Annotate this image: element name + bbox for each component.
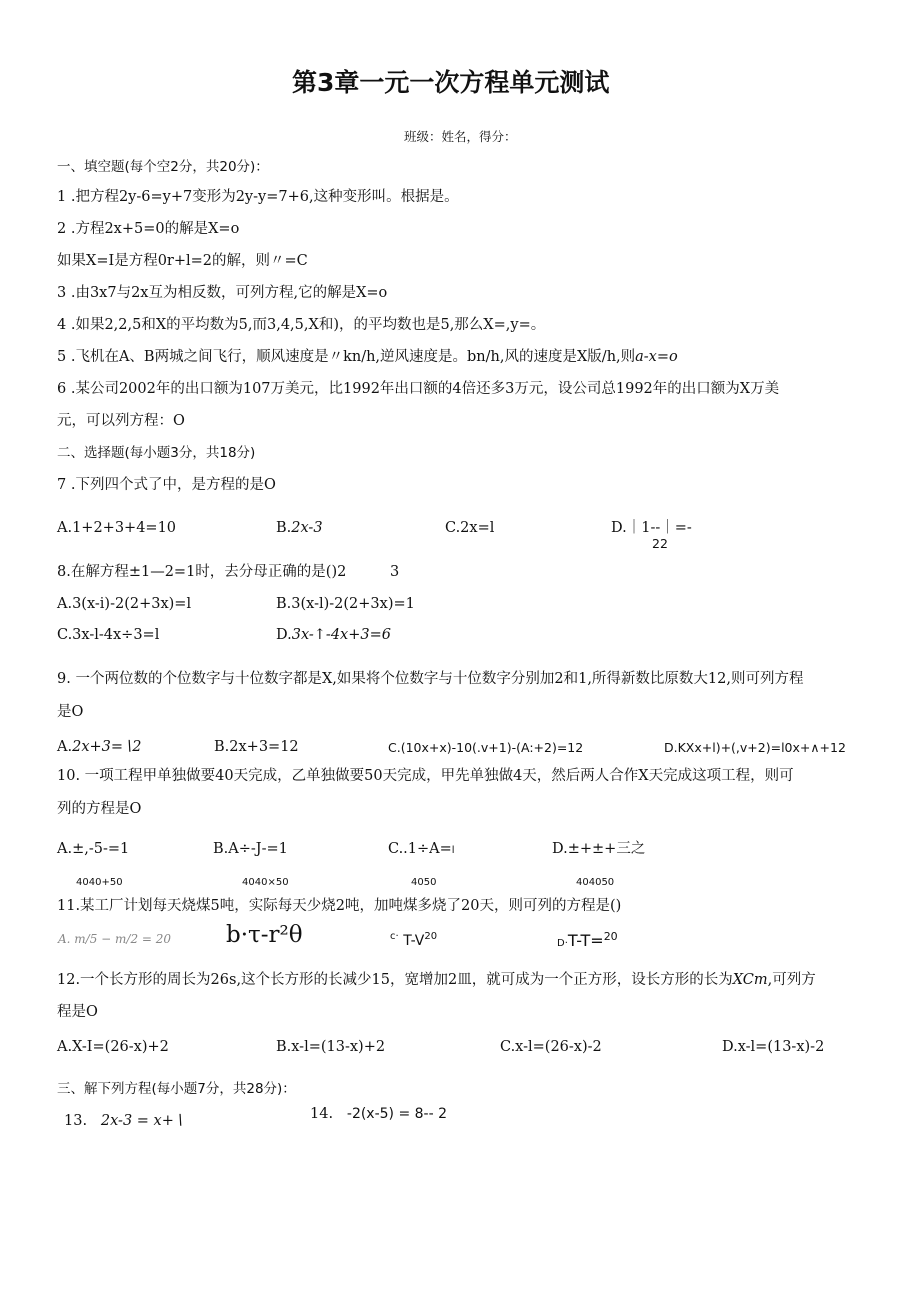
q9-option-a-label: A. [57, 739, 73, 755]
question-10-line-2: 列的方程是O [57, 801, 142, 817]
q12-option-b: B.x-l=(13-x)+2 [276, 1039, 386, 1055]
q11-option-d [557, 928, 618, 953]
q10-option-c-sub: l [451, 845, 455, 856]
q12-option-c: C.x-l=(26-x)-2 [500, 1039, 602, 1055]
question-12-var: XCm [732, 972, 768, 988]
question-14-number: 14. [310, 1106, 334, 1122]
question-14-expr: -2(x-5) = 8-- 2 [346, 1106, 448, 1122]
q11-option-c-label: c· [390, 931, 399, 942]
question-3: 3 .由3x7与2x互为相反数，可列方程,它的解是X=o [57, 285, 388, 301]
q11-option-d-expr: T-T= [567, 930, 604, 950]
q11-option-a: A. m/5 − m/2 = 20 [58, 932, 172, 946]
question-13 [64, 1112, 183, 1130]
q11-option-b-label: b [226, 922, 241, 948]
q8-option-d-label: D. [276, 627, 292, 643]
question-12-text: 12.一个长方形的周长为26s,这个长方形的长减少15，宽增加2皿，就可成为一个正方形，设长方形的长为 [57, 972, 733, 988]
question-11: 11.某工厂计划每天烧煤5吨，实际每天少烧2吨，加吨煤多烧了20天，则可列的方程是() [57, 898, 622, 914]
question-13-expr: 2x-3 = x+∖ [100, 1113, 184, 1129]
q11-option-c-sup: 20 [424, 931, 438, 942]
question-5-text: 5 .飞机在A、B两城之间飞行，顺风速度是〃kn/h,逆风速度是。bn/h,风的速度是X版/h,则 [57, 349, 636, 365]
q10-option-d-sub: 404050 [576, 877, 615, 888]
q10-option-a-sub: 4040+50 [76, 877, 123, 888]
q9-option-a-expr: 2x+3=∖2 [72, 739, 142, 755]
page-title: 第3章一元一次方程单元测试 [292, 68, 610, 97]
section-fill-in-blank: 一、填空题(每个空2分，共20分)： [57, 159, 269, 175]
q7-option-b [276, 519, 323, 537]
question-9-line-2: 是O [57, 704, 84, 720]
section-solve-equations: 三、解下列方程(每小题7分，共28分)： [57, 1081, 296, 1097]
student-info: 班级：姓名，得分： [404, 129, 517, 144]
q11-option-b-expr: ·τ-r²θ [240, 922, 303, 948]
question-5 [57, 348, 678, 366]
question-12-line-2: 程是O [57, 1004, 98, 1020]
q10-option-c-sub: 4050 [411, 877, 437, 888]
question-13-number: 13. [64, 1113, 88, 1129]
q10-option-b: B.A÷-J-=1 [213, 841, 288, 857]
question-1: 1 .把方程2y-6=y+7变形为2y-y=7+6,这种变形叫。根据是。 [57, 189, 459, 205]
q10-option-d: D.±+±+三之 [552, 841, 646, 857]
question-4: 4 .如果2,2,5和X的平均数为5,而3,4,5,X和)，的平均数也是5,那么X=,y=。 [57, 317, 546, 333]
q7-option-a: A.1+2+3+4=10 [57, 520, 177, 536]
q8-option-d [276, 626, 391, 644]
q7-option-d: D.｜1--｜=- [611, 520, 692, 536]
q10-option-b-sub: 4040×50 [242, 877, 289, 888]
question-12-line-1 [57, 971, 816, 989]
q8-option-a: A.3(x-i)-2(2+3x)=l [57, 596, 192, 612]
question-6-line-2: 元，可以列方程：O [57, 413, 185, 429]
question-9-line-1: 9. 一个两位数的个位数字与十位数字都是X,如果将个位数字与十位数字分别加2和1,所得新数比原数大12,则可列方程 [57, 671, 804, 687]
q12-option-d: D.x-l=(13-x)-2 [722, 1039, 825, 1055]
q7-option-d-sub: 22 [652, 536, 668, 551]
q12-option-a: A.X-I=(26-x)+2 [57, 1039, 169, 1055]
q11-option-d-sup: 20 [603, 930, 618, 943]
question-2: 2 .方程2x+5=0的解是X=o [57, 221, 240, 237]
q8-option-b: B.3(x-l)-2(2+3x)=1 [276, 596, 415, 612]
question-2-part-b: 如果X=I是方程0r+l=2的解，则〃=C [57, 253, 308, 269]
q11-option-c-expr: T-V [403, 932, 425, 949]
q7-option-b-label: B. [276, 520, 292, 536]
q10-option-a: A.±,-5-=1 [57, 841, 130, 857]
q7-option-b-expr: 2x-3 [291, 520, 323, 536]
q9-option-b: B.2x+3=12 [214, 739, 299, 755]
question-8-number: 3 [390, 564, 400, 580]
question-7: 7 .下列四个式了中，是方程的是O [57, 477, 276, 493]
q10-option-c-label: C..1÷A= [388, 841, 452, 857]
q10-option-c [388, 840, 455, 860]
q9-option-a [57, 738, 141, 756]
q9-option-c: C.(10x+x)-10(.v+1)-(A:+2)=12 [388, 740, 584, 755]
q9-option-d: D.KXx+l)+(,v+2)=l0x+∧+12 [664, 740, 846, 755]
q7-option-c: C.2x=l [445, 520, 495, 536]
section-multiple-choice: 二、选择题(每小题3分，共18分) [57, 445, 256, 461]
q8-option-d-expr: 3x-↑-4x+3=6 [291, 627, 391, 643]
q8-option-c: C.3x-l-4x÷3=l [57, 627, 160, 643]
question-10-line-1: 10. 一项工程甲单独做要40天完成，乙单独做要50天完成，甲先单独做4天，然后两人合作X天完成这项工程，则可 [57, 768, 794, 784]
question-14 [310, 1105, 447, 1123]
question-8: 8.在解方程±1—2=1时，去分母正确的是()2 [57, 564, 347, 580]
question-6-line-1: 6 .某公司2002年的出口额为107万美元，比1992年出口额的4倍还多3万元，设公司总1992年的出口额为X万美 [57, 381, 780, 397]
q11-option-c [390, 928, 437, 950]
q11-option-b [226, 922, 303, 948]
question-5-tail: a-x=o [635, 349, 678, 365]
q11-option-d-label: D· [557, 937, 568, 949]
question-12-tail: ,可列方 [767, 972, 816, 988]
